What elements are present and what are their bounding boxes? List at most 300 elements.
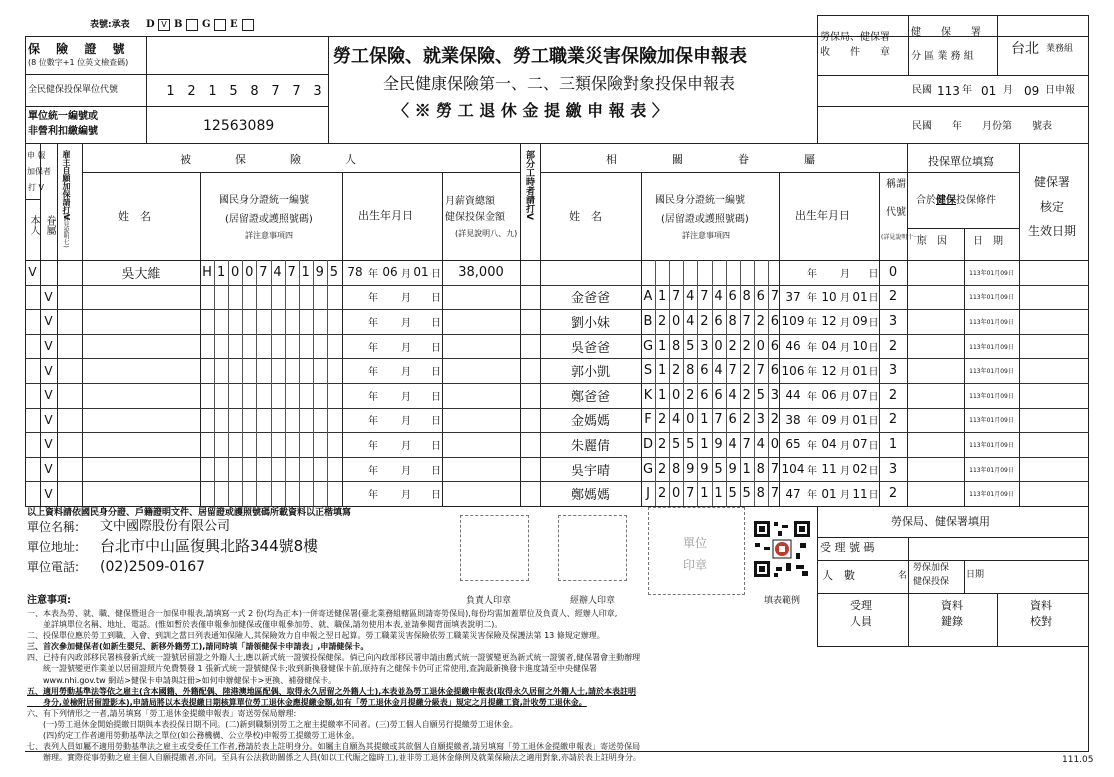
insured-name: [82, 432, 200, 457]
dependent-birth-year: 38: [785, 412, 801, 427]
dependent-id-digit: 3: [756, 412, 765, 428]
day-unit: 日: [431, 317, 441, 329]
insured-id-digit: 7: [259, 264, 268, 280]
dependent-id-digit: 1: [700, 436, 709, 452]
year-unit: 年: [368, 293, 378, 305]
insured-id-digit: 5: [329, 264, 339, 280]
insurance-cert-label: 保 險 證 號: [28, 42, 131, 56]
insured-id-digit: [271, 432, 285, 457]
dependent-id-digit: 5: [714, 461, 723, 477]
qr-code-icon: [752, 519, 812, 579]
col-id-sub: (居留證或護照號碼): [225, 214, 313, 225]
month-unit: 月: [840, 440, 850, 452]
dependent-id-digit: S: [643, 363, 653, 379]
dependent-id-digit: 4: [686, 289, 695, 305]
insured-id-digit: [256, 432, 270, 457]
insured-birth-year: [344, 481, 366, 506]
insured-id-digit: [327, 408, 341, 433]
insured-name: [82, 358, 200, 383]
stamp-label-2: 印章: [683, 558, 708, 572]
insured-id-digit: [285, 358, 299, 383]
insured-id-digit: [200, 481, 214, 506]
dependent-id-digit: 8: [756, 461, 765, 477]
insured-birth-day: [412, 309, 430, 334]
insured-id-digit: [313, 457, 327, 482]
dependent-id-digit: 0: [672, 313, 681, 329]
bureau-date-2: 健保投保: [913, 577, 950, 587]
day-unit: 日: [868, 268, 879, 280]
dependent-id-digit: 1: [657, 338, 667, 354]
insured-id-digit: [299, 358, 313, 383]
month-unit: 月: [840, 465, 850, 477]
col-dep-name: 姓 名: [569, 210, 602, 223]
dependent-id-digit: 7: [770, 461, 780, 477]
year-unit: 年: [807, 342, 817, 354]
insured-id-digit: [299, 334, 313, 359]
insured-id-digit: [327, 481, 341, 506]
dependent-id-digit: [655, 260, 669, 285]
insured-id-digit: [271, 358, 285, 383]
dependent-birth-day: 01: [852, 412, 868, 427]
col-relation-2: 代號: [886, 207, 906, 218]
dependent-id-digit: 6: [700, 387, 709, 403]
insured-birth-month: [380, 285, 400, 310]
dependent-mark: V: [44, 486, 53, 501]
insured-id-digit: [242, 358, 256, 383]
month-unit: 月: [401, 293, 411, 305]
insured-id-digit: [214, 383, 228, 408]
insured-id-digit: [313, 358, 327, 383]
insured-birth-day: [412, 481, 430, 506]
insured-birth-year: 78: [347, 265, 363, 280]
version-label: 111.05: [1062, 755, 1094, 765]
dependent-birth-year: 46: [785, 339, 801, 354]
insured-birth-day: [412, 358, 430, 383]
dependent-birth-month: 12: [821, 363, 837, 378]
year-unit: 年: [807, 268, 817, 280]
insured-id-digit: H: [202, 264, 212, 280]
insured-id-digit: [228, 408, 242, 433]
effective-date: 113年01月09日: [969, 466, 1014, 474]
accept-staff-1: 受理: [850, 599, 872, 612]
title-3: 〈 ※ 勞 工 退 休 金 提 繳 申 報 表 〉: [393, 101, 668, 120]
dependent-id-digit: G: [642, 461, 654, 477]
insured-birth-month: [380, 334, 400, 359]
notes-body: 一、本表為勞、就、職、健保暨退合一加保申報表,請填寫一式 2 份(均為正本)一併寄送健保署(臺北業務組轄區則請寄勞保局),每份均需加蓋單位及負責人、經辦人印章, 並詳填單位名稱、地址、電話。(惟如暫於表僅申報參加健保或僅申報參加勞、就、職保,請勿使用本表,並請參閱背面填表說明二)。 二、投保單位應於勞工到職、入會、到訓之當日列表通知保險人,其保險效力自申報之翌日起算。勞工職業災害保險依勞工職業災害保險及保護法第 13 條規定辦理。 三、首次參加健保者(如新生嬰兒、新移外籍勞工),請同時填「請領健保卡申請表」,申請健保卡。 四、已持有內政部移民署核發新式統一證號居留證之外籍人士,應以新式統一證號投保健保。倘已向內政部移民署申請由舊式統一證號變更為新式統一證號者,健保署會主動辦理 統一證號變更作業並以居留證照片免費製發 1 張新式統一證號健保卡;收到新換發健保卡前,原持有之健保卡仍可正常使用,查詢最新換發卡進度請至中央健保署 www.nhi.gov.tw 網站>健保卡申請與註冊>如何申辦健保卡>更換、補發健保卡。 五、適用勞動基準法等依之雇主(含本國籍、外籍配偶、陸港澳地區配偶、取得永久居留之外籍人士),本表並為勞工退休金提繳申報表(取得永久居留之外籍人士,請於本表註明 身分,並檢附居留證影本),申請局將以本表提繳日期核算單位勞工退休金應提繳金額,如有「勞工退休金月提繳分級表」規定之月提繳工資,計收勞工退休金。 六、有下列情形之一者,請另填寫「勞工退休金提繳申報表」寄送勞保局辦理: (一)勞工退休金開始提繳日期與本表投保日期不同。(二)新到職類別勞工之雇主提繳率不同者。(三)勞工個人自願另行提繳勞工退休金。 (四)約定工作者適用勞動基準法之單位(如公務機構、公立學校)申報勞工提繳勞工退休金。 七、表列人員如屬不適用勞動基準法之雇主或受委任工作者,務請於表上註明身分。如屬主自願為其提繳或其欲個人自願提繳者,請另填寫「勞工退休金提繳申報表」寄送勞保局 辦理。實際從事勞動之雇主個人自願提繳者,亦同。至具有公法救助關係之人員(如以工代賑之臨時工),並非勞工退休金條例及就業保險法之適用對象,亦請於表上註明身分。: [27, 609, 641, 763]
data-check-1: 資料: [1030, 599, 1052, 612]
insured-birth-year: [344, 457, 366, 482]
effective-date: 113年01月09日: [969, 269, 1014, 277]
insured-id-digit: [214, 334, 228, 359]
insured-id-digit: [271, 285, 285, 310]
day-unit: 日: [868, 342, 879, 354]
insured-id-digit: [228, 457, 242, 482]
table-row: [25, 358, 1089, 383]
insured-id-digit: 1: [216, 264, 226, 280]
dependent-id-digit: 2: [770, 412, 780, 428]
dependent-birth-month: 04: [821, 339, 837, 354]
effective-date: 113年01月09日: [969, 441, 1014, 449]
self-mark: [25, 285, 40, 310]
insured-salary: 38,000: [458, 264, 504, 280]
dependent-id-digit: [712, 260, 726, 285]
insured-id-digit: [285, 432, 299, 457]
col-salary-1: 月薪資總額: [445, 196, 495, 207]
dependent-id-digit: 1: [657, 363, 667, 379]
col-apply-2: 加保者: [27, 167, 51, 176]
insured-id-digit: [327, 358, 341, 383]
dependent-id-digit: 3: [770, 387, 780, 403]
dependent-id-digit: 6: [770, 338, 780, 354]
insured-birth-month: 06: [382, 265, 398, 280]
relation-code: 0: [888, 264, 898, 280]
dependent-id-digit: 2: [657, 461, 667, 477]
insured-id-digit: [313, 383, 327, 408]
insured-salary: [442, 358, 520, 383]
dependent-birth-day: 02: [852, 462, 868, 477]
table-row: [25, 457, 1089, 482]
dependent-id-digit: D: [642, 436, 653, 452]
dep-header: 相 關 眷 屬: [606, 153, 815, 166]
insured-id-digit: [327, 457, 341, 482]
self-mark: [25, 334, 40, 359]
bureau-fill-label: 勞保局、健保署填用: [891, 515, 990, 528]
relation-code: 1: [888, 436, 898, 452]
dependent-birth-day: 07: [852, 437, 868, 452]
data-key-1: 資料: [941, 599, 963, 612]
dependent-birth-year: 106: [781, 363, 805, 378]
dependent-id-digit: 5: [686, 436, 695, 452]
insured-birth-year: [344, 408, 366, 433]
month-line: 民國 年 月份第 號表: [912, 121, 1052, 132]
insured-birth-day: [412, 334, 430, 359]
year-unit: 年: [368, 465, 378, 477]
dependent-id-digit: 6: [728, 412, 737, 428]
dependent-id-digit: 9: [700, 461, 709, 477]
insured-name: [82, 285, 200, 310]
dependent-birth-month: 12: [821, 314, 837, 329]
unit-addr-label: 單位地址:: [27, 540, 80, 554]
dependent-id-digit: 7: [686, 486, 695, 502]
receive-label-1: 勞保局、健保署: [820, 32, 890, 43]
dependent-id-digit: 6: [700, 363, 709, 379]
dependent-id-digit: [669, 260, 683, 285]
insured-birth-day: [412, 285, 430, 310]
dependent-id-digit: J: [646, 486, 650, 502]
table-row: [25, 260, 1089, 285]
insured-id-digit: [242, 481, 256, 506]
dependent-id-digit: 5: [742, 486, 751, 502]
dependent-birth-day: 07: [852, 388, 868, 403]
insured-id-digit: [327, 285, 341, 310]
table-row: [25, 408, 1089, 433]
self-mark: [25, 309, 40, 334]
insured-id-digit: [228, 481, 242, 506]
dependent-id-digit: 1: [657, 387, 667, 403]
insured-id-digit: [327, 432, 341, 457]
dependent-id-digit: 9: [728, 461, 737, 477]
stamp-label-1: 單位: [683, 536, 708, 550]
insured-id-digit: [214, 285, 228, 310]
insured-birth-year: [344, 432, 366, 457]
col-relation-note: (詳見說明十一): [881, 234, 922, 241]
relation-code: 2: [888, 486, 898, 502]
dependent-id-digit: 7: [700, 289, 709, 305]
col-unit-fill: 投保單位填寫: [928, 155, 994, 168]
dependent-id-digit: 0: [756, 338, 765, 354]
dependent-name: 金爸爸: [570, 291, 610, 307]
month-unit: 月: [401, 367, 411, 379]
dependent-id-digit: 9: [686, 461, 695, 477]
insured-birth-month: [380, 383, 400, 408]
col-salary-2: 健保投保金額: [445, 212, 505, 223]
self-mark: [25, 432, 40, 457]
insured-id-digit: [242, 309, 256, 334]
persons-unit: 名: [898, 571, 908, 581]
insured-id-digit: 1: [301, 264, 310, 280]
month-unit: 月: [840, 416, 850, 428]
dependent-id-digit: 4: [672, 412, 681, 428]
table-row: [25, 481, 1089, 506]
day-unit: 日: [868, 465, 879, 477]
insured-id-digit: [256, 457, 270, 482]
insured-birth-day: 01: [413, 265, 429, 280]
insured-id-digit: [299, 432, 313, 457]
nhi-unit-label: 全民健保投保單位代號: [28, 85, 119, 95]
insured-id-digit: [228, 285, 242, 310]
insured-id-digit: [271, 408, 285, 433]
insured-id-digit: [299, 309, 313, 334]
dependent-id-digit: 2: [672, 363, 681, 379]
dependent-id-digit: 4: [756, 436, 765, 452]
insured-name: [82, 457, 200, 482]
persons-label: 人 數: [822, 569, 855, 582]
insured-id-digit: [256, 481, 270, 506]
insured-id-digit: [299, 285, 313, 310]
col-dep-id-note: 詳注意事項四: [682, 231, 730, 240]
insured-id-digit: [285, 309, 299, 334]
col-parttime: 部分工時者請打V: [524, 150, 534, 220]
data-key-2: 鍵錄: [941, 615, 963, 628]
insured-id-digit: [200, 334, 214, 359]
self-mark: [25, 408, 40, 433]
col-apply-1: 申 報: [27, 151, 46, 160]
month-unit: 月: [401, 465, 411, 477]
insured-id-digit: [242, 334, 256, 359]
dependent-id-digit: G: [642, 338, 654, 354]
insured-salary: [442, 457, 520, 482]
insured-birth-day: [412, 457, 430, 482]
dependent-mark: V: [44, 388, 53, 403]
insured-salary: [442, 383, 520, 408]
insured-id-digit: [256, 408, 270, 433]
insured-name: 吳大維: [121, 266, 161, 282]
insured-salary: [442, 432, 520, 457]
insured-id-digit: 0: [245, 264, 254, 280]
office-suffix: 業務組: [1046, 44, 1074, 54]
dependent-id-digit: 0: [714, 338, 723, 354]
day-unit: 日: [868, 416, 879, 428]
relation-code: 3: [888, 313, 898, 329]
day-unit: 日: [431, 391, 441, 403]
insured-name: [82, 334, 200, 359]
insurance-cert-sub: (8 位數字+1 位英文檢查碼): [28, 58, 129, 67]
day-unit: 日: [868, 391, 879, 403]
insured-id-digit: [313, 309, 327, 334]
relation-code: 2: [888, 387, 898, 403]
dependent-id-digit: 4: [686, 313, 695, 329]
month-unit: 月: [401, 416, 411, 428]
col-reason: 原 因: [917, 236, 947, 247]
col-salary-note: (詳見說明八、九): [455, 229, 518, 238]
insured-id-digit: [228, 334, 242, 359]
dependent-id-digit: 2: [657, 486, 667, 502]
day-unit: 日: [431, 342, 441, 354]
unit-tel-label: 單位電話:: [27, 560, 80, 574]
col-dependent: 眷屬: [44, 215, 55, 235]
insured-id-digit: [214, 457, 228, 482]
fill-example-label: 填表範例: [764, 596, 801, 606]
dependent-id-digit: 2: [700, 313, 709, 329]
handler-seal-label: 經辦人印章: [570, 596, 616, 606]
insured-id-digit: [271, 481, 285, 506]
dependent-name: [540, 260, 641, 285]
dependent-name: 劉小妹: [570, 315, 610, 331]
insured-id-digit: [313, 481, 327, 506]
month-unit: 月: [840, 317, 850, 329]
dependent-id-digit: 2: [657, 436, 667, 452]
insured-id-digit: [200, 358, 214, 383]
insured-id-digit: [228, 383, 242, 408]
year-unit: 年: [807, 317, 817, 329]
insured-birth-year: [344, 358, 366, 383]
col-apply-3: 打 V: [28, 183, 45, 192]
dependent-id-digit: 2: [657, 412, 667, 428]
dependent-name: 朱麗倩: [570, 438, 610, 454]
dependent-birth-month: 10: [821, 289, 837, 304]
dependent-id-digit: 1: [657, 289, 667, 305]
insured-id-digit: [200, 457, 214, 482]
year-unit: 年: [368, 391, 378, 403]
date-year: 113: [937, 84, 960, 98]
dependent-id-digit: 8: [686, 363, 695, 379]
insured-id-digit: [214, 408, 228, 433]
dependent-id-digit: 5: [728, 486, 737, 502]
month-unit: 月: [840, 268, 850, 280]
col-effective-1: 健保署: [1034, 175, 1071, 189]
month-unit: 月: [401, 268, 411, 280]
dependent-mark: V: [44, 462, 53, 477]
day-unit: 日: [868, 293, 879, 305]
insured-birth-year: [344, 309, 366, 334]
col-self: 本人: [28, 215, 39, 235]
insured-birth-month: [380, 309, 400, 334]
col-effective-2: 核定: [1040, 200, 1065, 214]
dependent-id-digit: 8: [672, 461, 681, 477]
dependent-id-digit: 8: [728, 313, 737, 329]
dependent-id-digit: 8: [756, 486, 765, 502]
col-name: 姓 名: [118, 210, 151, 223]
relation-code: 3: [888, 461, 898, 477]
insured-id-digit: [285, 383, 299, 408]
col-dep-id-sub: (居留證或護照號碼): [661, 214, 749, 225]
date-prefix: 民國: [912, 85, 932, 96]
dependent-id-digit: 2: [657, 313, 667, 329]
insured-id-digit: 9: [315, 264, 324, 280]
col-dep-birth: 出生年月日: [795, 209, 850, 222]
dependent-name: 郭小凱: [570, 365, 610, 381]
insured-id-digit: [313, 285, 327, 310]
dependent-name: 吳爸爸: [570, 340, 610, 356]
unit-name-label: 單位名稱:: [27, 520, 80, 534]
accept-staff-2: 人員: [850, 615, 872, 628]
insured-salary: [442, 408, 520, 433]
dependent-id-digit: 2: [686, 387, 695, 403]
dependent-id-digit: [768, 260, 782, 285]
insured-id-digit: 7: [287, 264, 296, 280]
dependent-id-digit: 2: [742, 412, 751, 428]
month-unit: 月: [401, 490, 411, 502]
dependent-id-digit: 3: [700, 338, 709, 354]
receive-label-2: 收 件 章: [820, 47, 890, 58]
dependent-mark: V: [44, 437, 53, 452]
dependent-id-digit: 5: [672, 436, 681, 452]
date-day: 09: [1024, 84, 1040, 98]
insured-salary: [442, 481, 520, 506]
dependent-id-digit: 2: [756, 313, 765, 329]
dependent-id-digit: 7: [672, 289, 681, 305]
dependent-birth-month: 06: [821, 388, 837, 403]
handler-seal-box[interactable]: [558, 515, 627, 581]
dependent-birth-day: 09: [852, 314, 868, 329]
date-month: 01: [981, 84, 997, 98]
dependent-id-digit: 0: [672, 486, 681, 502]
dependent-id-digit: 7: [742, 313, 751, 329]
dependent-id-digit: [697, 260, 711, 285]
dependent-id-digit: 7: [756, 363, 765, 379]
dependent-id-digit: 0: [770, 436, 780, 452]
dependent-mark: V: [44, 363, 53, 378]
insured-id-digit: [256, 285, 270, 310]
dependent-id-digit: 1: [700, 412, 709, 428]
dependent-id-digit: 2: [742, 387, 751, 403]
relation-code: 2: [888, 338, 898, 354]
year-unit: 年: [807, 490, 817, 502]
dependent-mark: V: [44, 412, 53, 427]
dependent-id-digit: 1: [742, 461, 751, 477]
office-label-2: 分 區 業 務 組: [911, 51, 974, 62]
dependent-id-digit: 2: [728, 338, 737, 354]
owner-seal-box[interactable]: [460, 515, 529, 581]
dependent-id-digit: 0: [686, 412, 695, 428]
col-date: 日 期: [973, 236, 1003, 247]
month-unit: 月: [401, 440, 411, 452]
insured-birth-year: [344, 285, 366, 310]
insured-id-digit: [285, 457, 299, 482]
unit-stamp-box[interactable]: [648, 507, 745, 595]
insured-id-digit: [313, 408, 327, 433]
dependent-birth-day: 11: [852, 486, 868, 501]
office-label-1: 健 保 署: [911, 27, 981, 38]
dependent-mark: V: [44, 339, 53, 354]
disclaimer: 以上資料請依國民身分證、戶籍證明文件、居留證或護照號碼所載資料以正楷填寫: [27, 508, 352, 518]
col-birth: 出生年月日: [358, 209, 413, 222]
insured-name: [82, 309, 200, 334]
year-unit: 年: [368, 490, 378, 502]
dependent-name: 鄭媽媽: [570, 488, 610, 504]
insured-id-digit: [242, 457, 256, 482]
dependent-id-digit: 7: [770, 486, 780, 502]
